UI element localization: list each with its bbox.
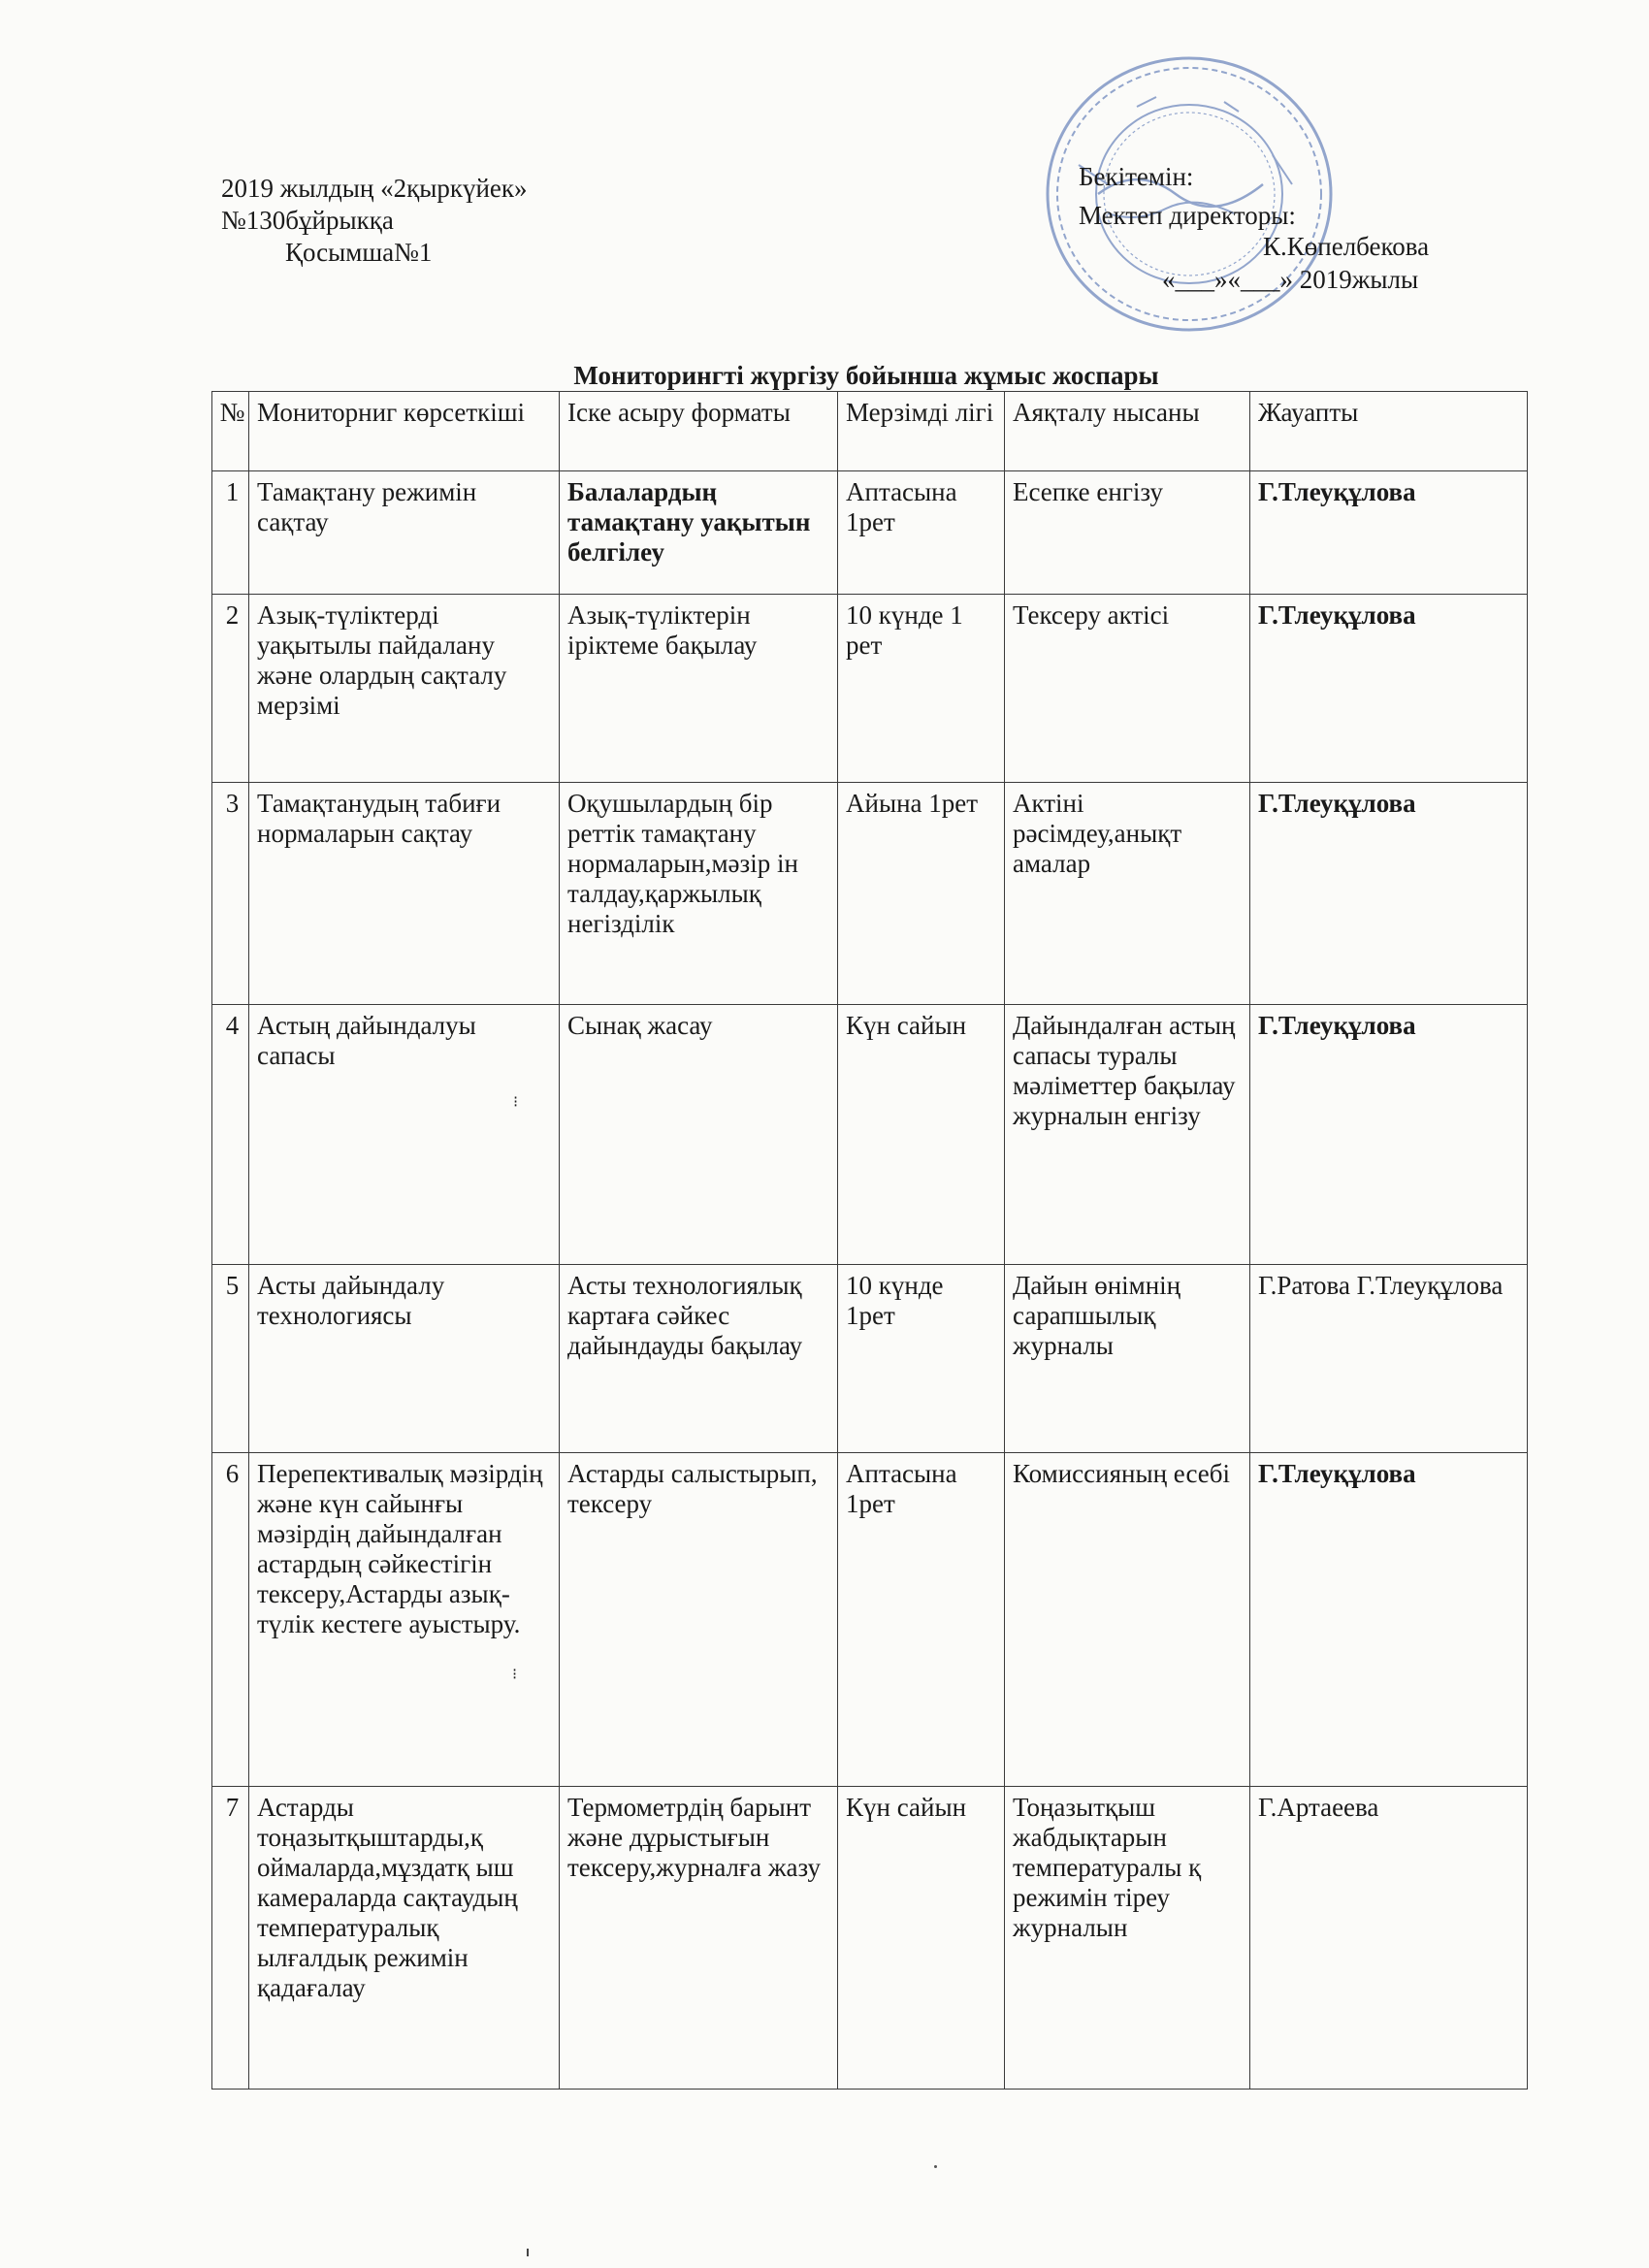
indicator-cell: Перепективалық мәзірдің және күн сайынғы мәзірдің дайындалған астардың сәйкестігін тексеру,Астарды азық-түлік кестеге ауыстыру.: [249, 1453, 560, 1787]
frequency-cell: Күн сайын: [838, 1005, 1005, 1265]
table-row: [212, 1453, 1528, 1787]
director-name: К.Көпелбекова: [1263, 232, 1430, 261]
scan-mark: ⁝: [513, 1094, 519, 1111]
row-number: 5: [212, 1265, 249, 1453]
completion-cell: Есепке енгізу: [1005, 471, 1250, 595]
approval-block: [1079, 161, 1429, 295]
header-frequency: Мерзімді лігі: [838, 392, 1005, 471]
table-row: [212, 1265, 1528, 1453]
document-title: Мониторингті жүргізу бойынша жұмыс жоспары: [573, 361, 1159, 390]
indicator-cell: Азық-түліктерді уақытылы пайдалану және олардың сақталу мерзімі: [249, 595, 560, 783]
indicator-cell: Астың дайындалуы сапасы: [249, 1005, 560, 1265]
responsible-cell: Г.Тлеуқұлова: [1250, 595, 1528, 783]
header-responsible: Жауапты: [1250, 392, 1528, 471]
responsible-cell: Г.Тлеуқұлова: [1250, 1453, 1528, 1787]
table-row: [212, 1787, 1528, 2090]
header-indicator: Мониторниг көрсеткіші: [249, 392, 560, 471]
appendix-number: Қосымша№1: [285, 238, 433, 267]
format-cell: Астарды салыстырып, тексеру: [560, 1453, 838, 1787]
frequency-cell: Аптасына 1рет: [838, 1453, 1005, 1787]
row-number: 2: [212, 595, 249, 783]
row-number: 3: [212, 783, 249, 1005]
scan-speck: [527, 2249, 529, 2256]
responsible-cell: Г.Артаеева: [1250, 1787, 1528, 2090]
frequency-cell: Айына 1рет: [838, 783, 1005, 1005]
monitoring-plan-table: [211, 391, 1528, 2090]
header-completion-form: Аяқталу нысаны: [1005, 392, 1250, 471]
completion-cell: Тоңазытқыш жабдықтарын температуралы қ режимін тіреу журналын: [1005, 1787, 1250, 2090]
table-header-row: [212, 392, 1528, 471]
row-number: 6: [212, 1453, 249, 1787]
format-cell: Оқушылардың бір реттік тамақтану нормаларын,мәзір ін талдау,қаржылық негізділік: [560, 783, 838, 1005]
completion-cell: Актіні рәсімдеу,анықт амалар: [1005, 783, 1250, 1005]
format-cell: Асты технологиялық картаға сәйкес дайындауды бақылау: [560, 1265, 838, 1453]
responsible-cell: Г.Ратова Г.Тлеуқұлова: [1250, 1265, 1528, 1453]
completion-cell: Дайын өнімнің сарапшылық журналы: [1005, 1265, 1250, 1453]
completion-cell: Комиссияның есебі: [1005, 1453, 1250, 1787]
indicator-cell: Тамақтанудың табиғи нормаларын сақтау: [249, 783, 560, 1005]
order-number: №130бұйрыкқа: [221, 206, 394, 235]
table-row: [212, 595, 1528, 783]
responsible-cell: Г.Тлеуқұлова: [1250, 1005, 1528, 1265]
scan-speck: [934, 2165, 937, 2168]
director-title: Мектеп директоры:: [1079, 201, 1296, 230]
table-row: [212, 471, 1528, 595]
table-row: [212, 783, 1528, 1005]
indicator-cell: Астарды тоңазытқыштарды,қ оймаларда,мұздатқ ыш камераларда сақтаудың температуралық ылғалдық режимін қадағалау: [249, 1787, 560, 2090]
row-number: 1: [212, 471, 249, 595]
table-row: [212, 1005, 1528, 1265]
approval-label: Бекітемін:: [1079, 162, 1194, 191]
format-cell: Сынақ жасау: [560, 1005, 838, 1265]
frequency-cell: 10 күнде 1 рет: [838, 595, 1005, 783]
row-number: 7: [212, 1787, 249, 2090]
frequency-cell: Күн сайын: [838, 1787, 1005, 2090]
order-reference: [221, 173, 528, 269]
completion-cell: Тексеру актісі: [1005, 595, 1250, 783]
format-cell: Азық-түліктерін іріктеме бақылау: [560, 595, 838, 783]
order-date: 2019 жылдың «2қыркүйек»: [221, 174, 528, 203]
header-format: Іске асыру форматы: [560, 392, 838, 471]
row-number: 4: [212, 1005, 249, 1265]
header-number: №: [212, 392, 249, 471]
frequency-cell: 10 күнде 1рет: [838, 1265, 1005, 1453]
responsible-cell: Г.Тлеуқұлова: [1250, 783, 1528, 1005]
format-cell: Балалардың тамақтану уақытын белгілеу: [560, 471, 838, 595]
indicator-cell: Асты дайындалу технологиясы: [249, 1265, 560, 1453]
approval-date: «___»«___» 2019жылы: [1162, 265, 1419, 294]
completion-cell: Дайындалған астың сапасы туралы мәліметтер бақылау журналын енгізу: [1005, 1005, 1250, 1265]
format-cell: Термометрдің барынт және дұрыстығын тексеру,журналға жазу: [560, 1787, 838, 2090]
scan-mark: ⁝: [512, 1667, 518, 1683]
responsible-cell: Г.Тлеуқұлова: [1250, 471, 1528, 595]
frequency-cell: Аптасына 1рет: [838, 471, 1005, 595]
indicator-cell: Тамақтану режимін сақтау: [249, 471, 560, 595]
